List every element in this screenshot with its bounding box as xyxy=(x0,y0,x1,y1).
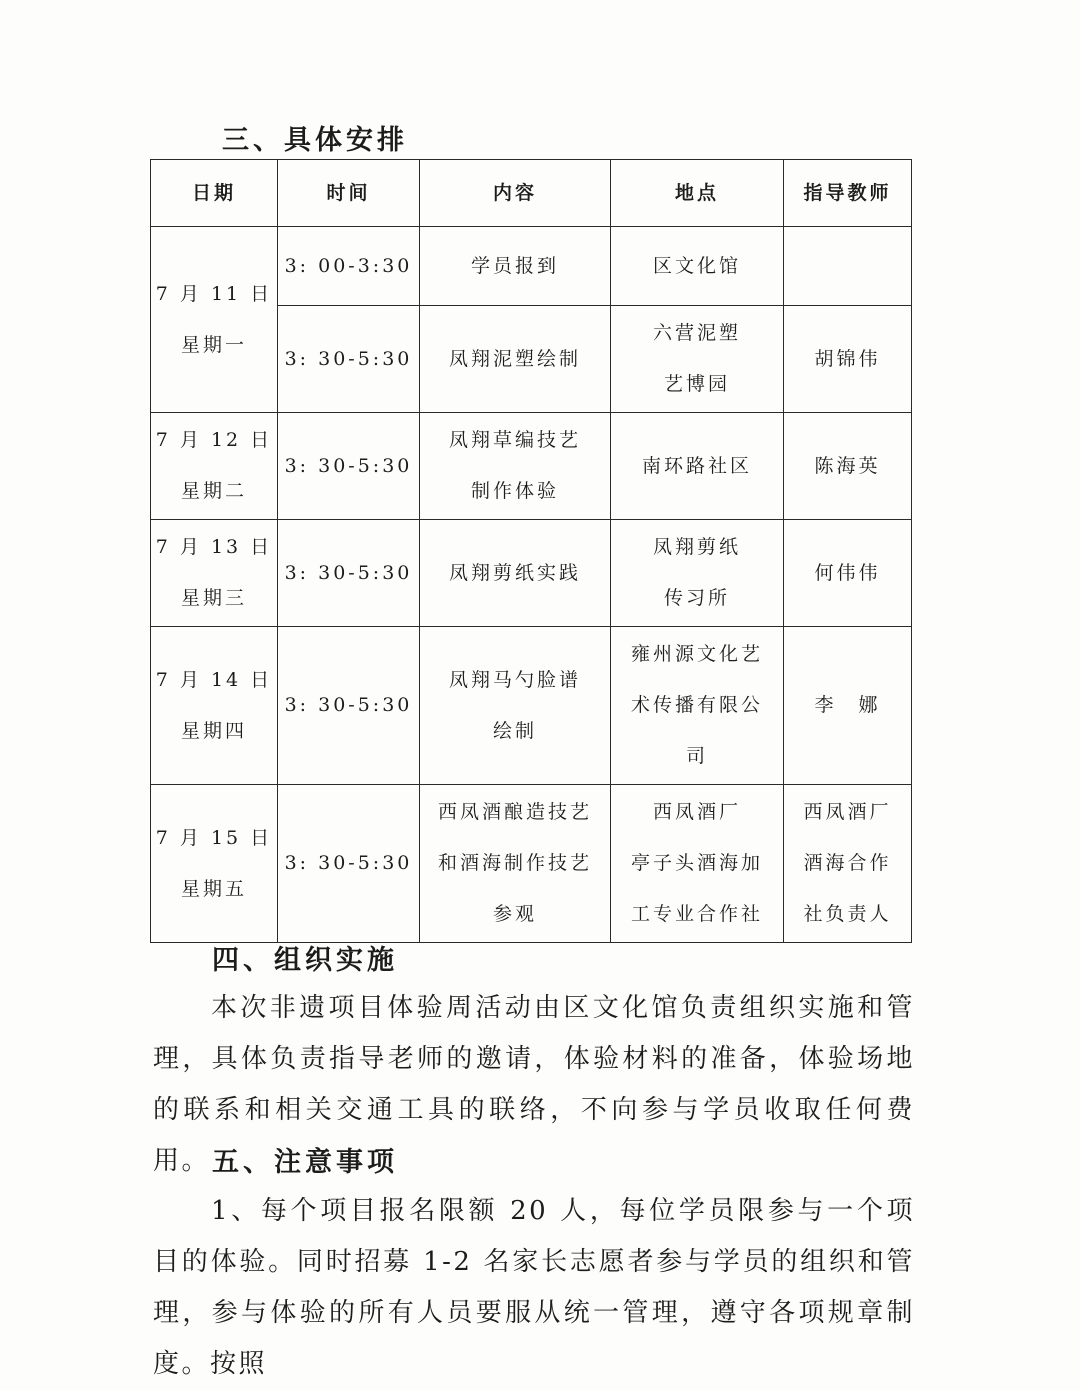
content-line: 和酒海制作技艺 xyxy=(437,852,592,874)
date-cell xyxy=(151,627,278,785)
place-line: 凤翔剪纸 xyxy=(652,536,741,558)
teacher-line: 西凤酒厂 xyxy=(803,801,892,823)
teacher-line: 何伟伟 xyxy=(814,561,881,584)
teacher-line: 酒海合作 xyxy=(803,852,892,874)
time-cell: 3: 30-5:30 xyxy=(278,627,420,785)
content-line: 西凤酒酿造技艺 xyxy=(437,801,592,823)
content-cell xyxy=(420,627,611,785)
teacher-cell xyxy=(784,306,912,413)
content-line: 凤翔草编技艺 xyxy=(448,429,581,451)
place-line: 亭子头酒海加 xyxy=(630,852,763,874)
content-cell xyxy=(420,520,611,627)
header-content: 内容 xyxy=(420,160,611,227)
header-date: 日期 xyxy=(151,160,278,227)
content-line: 学员报到 xyxy=(470,254,559,277)
date-text: 7 月 15 日 xyxy=(155,826,273,849)
teacher-line: 胡锦伟 xyxy=(814,347,881,370)
content-line: 绘制 xyxy=(492,719,537,742)
teacher-line: 李 娜 xyxy=(814,694,881,716)
place-line: 术传播有限公 xyxy=(630,694,763,716)
table-row xyxy=(151,413,912,520)
place-line: 司 xyxy=(685,745,708,767)
time-cell: 3: 30-5:30 xyxy=(278,413,420,520)
place-line: 西凤酒厂 xyxy=(652,801,741,823)
weekday-text: 星期三 xyxy=(180,587,247,609)
place-line: 雍州源文化艺 xyxy=(630,643,763,665)
teacher-cell xyxy=(784,627,912,785)
header-time: 时间 xyxy=(278,160,420,227)
date-cell xyxy=(151,413,278,520)
time-cell: 3: 30-5:30 xyxy=(278,520,420,627)
date-cell xyxy=(151,785,278,943)
content-line: 制作体验 xyxy=(470,480,559,502)
section-4-title: 四、组织实施 xyxy=(212,945,398,976)
table-row xyxy=(151,785,912,943)
content-line: 参观 xyxy=(492,903,537,925)
date-text: 7 月 14 日 xyxy=(155,668,273,691)
place-cell xyxy=(611,520,784,627)
place-cell xyxy=(611,306,784,413)
content-line: 凤翔泥塑绘制 xyxy=(448,347,581,370)
place-cell xyxy=(611,627,784,785)
date-text: 7 月 11 日 xyxy=(155,282,273,305)
content-line: 凤翔剪纸实践 xyxy=(448,561,581,584)
section-3-title: 三、具体安排 xyxy=(222,125,408,156)
content-cell xyxy=(420,413,611,520)
weekday-text: 星期二 xyxy=(180,480,247,502)
time-cell: 3: 30-5:30 xyxy=(278,785,420,943)
content-cell xyxy=(420,306,611,413)
weekday-text: 星期四 xyxy=(180,719,247,742)
date-cell xyxy=(151,227,278,413)
weekday-text: 星期一 xyxy=(180,333,247,356)
schedule-table xyxy=(150,159,912,943)
teacher-cell xyxy=(784,785,912,943)
section-5-body: 1、每个项目报名限额 20 人，每位学员限参与一个项目的体验。同时招募 1-2 名家长志愿者参与学员的组织和管理，参与体验的所有人员要服从统一管理，遵守各项规章制度。按照 xyxy=(153,1196,915,1379)
place-line: 区文化馆 xyxy=(652,254,741,277)
content-line: 凤翔马勺脸谱 xyxy=(448,668,581,691)
weekday-text: 星期五 xyxy=(180,877,247,900)
place-line: 六营泥塑 xyxy=(652,322,741,344)
place-line: 南环路社区 xyxy=(641,454,752,477)
place-cell xyxy=(611,413,784,520)
teacher-cell xyxy=(784,413,912,520)
time-cell: 3: 00-3:30 xyxy=(278,227,420,306)
time-cell: 3: 30-5:30 xyxy=(278,306,420,413)
teacher-line: 社负责人 xyxy=(803,903,892,925)
table-row xyxy=(151,520,912,627)
date-text: 7 月 13 日 xyxy=(155,536,273,558)
teacher-cell xyxy=(784,520,912,627)
teacher-cell xyxy=(784,227,912,306)
date-text: 7 月 12 日 xyxy=(155,429,273,451)
place-cell xyxy=(611,227,784,306)
section-5-title: 五、注意事项 xyxy=(212,1147,398,1178)
table-header-row xyxy=(151,160,912,227)
content-cell xyxy=(420,785,611,943)
place-line: 艺博园 xyxy=(663,373,730,395)
place-cell xyxy=(611,785,784,943)
place-line: 工专业合作社 xyxy=(630,903,763,925)
content-cell xyxy=(420,227,611,306)
header-teacher: 指导教师 xyxy=(784,160,912,227)
table-row xyxy=(151,227,912,306)
table-row xyxy=(151,627,912,785)
teacher-line: 陈海英 xyxy=(814,454,881,477)
section-4-body: 本次非遗项目体验周活动由区文化馆负责组织实施和管理，具体负责指导老师的邀请，体验材料的准备，体验场地的联系和相关交通工具的联络，不向参与学员收取任何费用。 xyxy=(153,993,915,1176)
date-cell xyxy=(151,520,278,627)
header-place: 地点 xyxy=(611,160,784,227)
place-line: 传习所 xyxy=(663,587,730,609)
